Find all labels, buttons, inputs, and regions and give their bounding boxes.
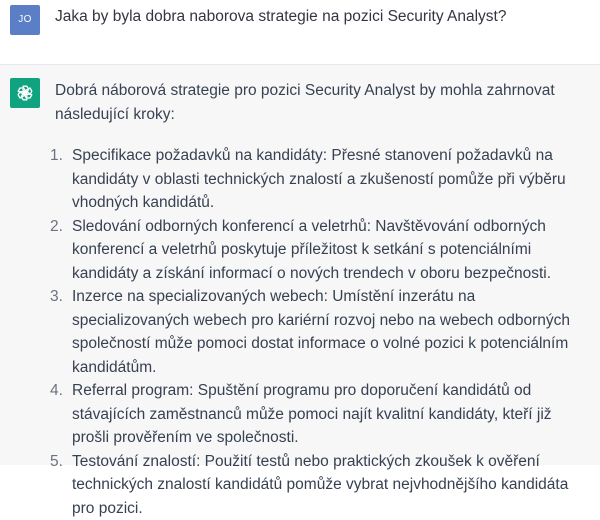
assistant-message-row (0, 65, 600, 465)
step-number: 2. (50, 215, 63, 239)
strategy-steps-list (50, 144, 590, 520)
step-number: 3. (50, 285, 63, 309)
list-item (50, 285, 590, 379)
step-text: Sledování odborných konferencí a veletrhů: Navštěvování odborných konferencí a veletrhů poskytuje příležitost k setkání s potenciálními kandidáty a získání informací o nových trendech v oboru bezpečnosti. (72, 218, 551, 282)
step-text: Referral program: Spuštění programu pro doporučení kandidátů od stávajících zaměstnanců může pomoci najít kvalitní kandidáty, kteří již prošli prověřením ve společnosti. (72, 382, 552, 446)
openai-logo-icon (15, 83, 35, 103)
step-number: 4. (50, 379, 63, 403)
list-item (50, 144, 590, 215)
list-item (50, 450, 590, 520)
user-message-text: Jaka by byla dobra naborova strategie na pozici Security Analyst? (55, 8, 506, 26)
step-text: Inzerce na specializovaných webech: Umístění inzerátu na specializovaných webech pro kariérní rozvoj nebo na webech odborných společností může pomoci dostat informace o volné pozici k potenciálním kandidátům. (72, 288, 570, 376)
user-avatar: JO (10, 5, 40, 35)
step-text: Testování znalostí: Použití testů nebo praktických zkoušek k ověření technických znalostí kandidátů pomůže vybrat nejvhodnějšího kandidáta pro pozici. (72, 453, 568, 517)
step-text: Specifikace požadavků na kandidáty: Přesné stanovení požadavků na kandidáty v oblasti technických znalostí a zkušeností pomůže při výběru vhodných kandidátů. (72, 147, 566, 211)
step-number: 1. (50, 144, 63, 168)
list-item (50, 215, 590, 286)
step-number: 5. (50, 450, 63, 474)
assistant-avatar (10, 78, 40, 108)
user-message-row (0, 0, 600, 65)
list-item (50, 379, 590, 450)
assistant-intro-text: Dobrá náborová strategie pro pozici Security Analyst by mohla zahrnovat následující kroky: (55, 79, 590, 127)
